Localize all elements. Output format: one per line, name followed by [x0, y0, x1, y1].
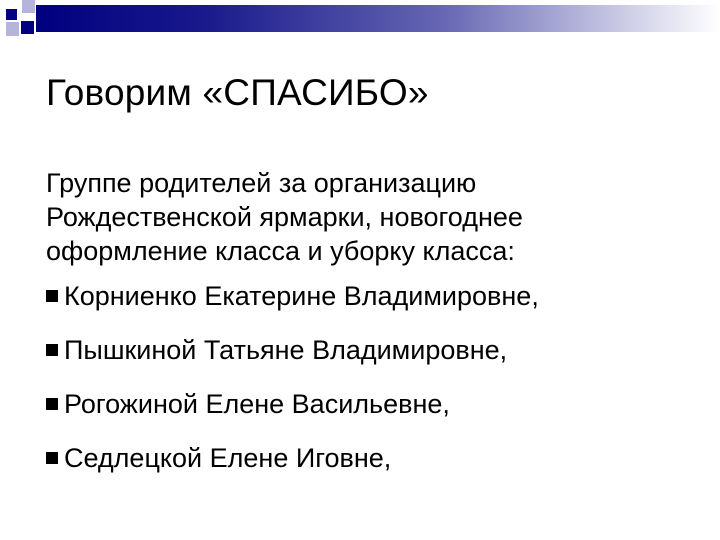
- slide-title: Говорим «СПАСИБО»: [46, 72, 429, 113]
- bullet-list: [46, 280, 539, 496]
- intro-paragraph: Группе родителей за организацию Рождественской ярмарки, новогоднее оформление класса и уборку класса:: [46, 168, 523, 266]
- bullet-text: Рогожиной Елене Васильевне,: [64, 389, 450, 419]
- square-bullet-icon: [46, 290, 58, 302]
- corner-square-dark-bottom: [21, 21, 34, 34]
- bullet-item: [46, 442, 539, 474]
- bullet-item: [46, 334, 539, 366]
- header-gradient-bar: [36, 5, 720, 32]
- bullet-text: Пышкиной Татьяне Владимировне,: [64, 335, 508, 365]
- bullet-item: [46, 280, 539, 312]
- bullet-item: [46, 388, 539, 420]
- bullet-text: Корниенко Екатерине Владимировне,: [64, 281, 539, 311]
- square-bullet-icon: [46, 398, 58, 410]
- bullet-text: Седлецкой Елене Иговне,: [64, 443, 392, 473]
- corner-square-dark-top: [6, 9, 17, 20]
- corner-square-light-top: [22, 0, 35, 13]
- square-bullet-icon: [46, 344, 58, 356]
- corner-square-light-bottom: [6, 22, 19, 36]
- square-bullet-icon: [46, 452, 58, 464]
